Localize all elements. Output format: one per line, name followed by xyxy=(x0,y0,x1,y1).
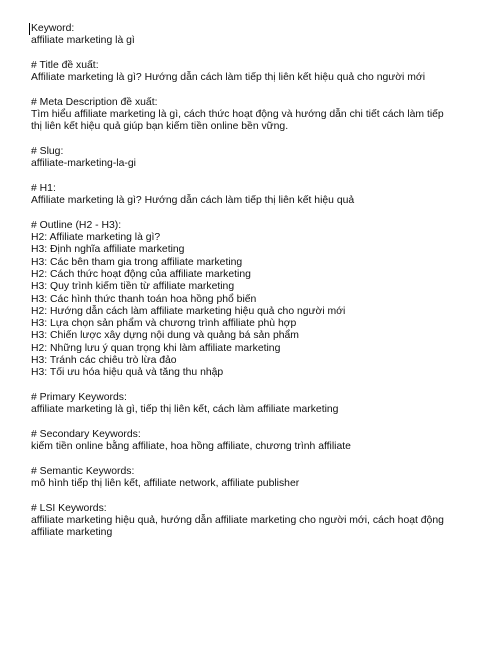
h1-heading: # H1: xyxy=(31,182,56,194)
lsi-line-2: affiliate marketing xyxy=(31,527,113,539)
text-cursor xyxy=(29,23,30,35)
primary-value: affiliate marketing là gì, tiếp thị liên kết, cách làm affiliate marketing xyxy=(31,404,339,416)
outline-item: H2: Hướng dẫn cách làm affiliate marketing hiệu quả cho người mới xyxy=(31,305,346,317)
section-secondary-keywords xyxy=(31,429,471,454)
meta-line-2: thị liên kết hiệu quả giúp bạn kiếm tiền online bền vững. xyxy=(31,121,289,133)
outline-item: H3: Các hình thức thanh toán hoa hồng phổ biến xyxy=(31,293,257,305)
section-meta-description xyxy=(31,97,471,134)
meta-heading: # Meta Description đề xuất: xyxy=(31,96,158,108)
h1-value: Affiliate marketing là gì? Hướng dẫn cách làm tiếp thị liên kết hiệu quả xyxy=(31,195,355,207)
keyword-value: affiliate marketing là gì xyxy=(31,35,135,47)
semantic-value: mô hình tiếp thị liên kết, affiliate network, affiliate publisher xyxy=(31,477,300,489)
title-heading: # Title đề xuất: xyxy=(31,59,99,71)
slug-heading: # Slug: xyxy=(31,145,64,157)
document-body[interactable] xyxy=(31,23,471,539)
slug-value: affiliate-marketing-la-gi xyxy=(31,158,136,170)
secondary-value: kiếm tiền online bằng affiliate, hoa hồng affiliate, chương trình affiliate xyxy=(31,441,351,453)
lsi-line-1: affiliate marketing hiệu quả, hướng dẫn affiliate marketing cho người mới, cách hoạt động xyxy=(31,514,444,526)
section-primary-keywords xyxy=(31,392,471,417)
meta-line-1: Tìm hiểu affiliate marketing là gì, cách thức hoạt động và hướng dẫn chi tiết cách làm tiếp xyxy=(31,109,444,121)
outline-item: H3: Tránh các chiêu trò lừa đảo xyxy=(31,355,177,367)
outline-item: H2: Cách thức hoạt động của affiliate marketing xyxy=(31,268,251,280)
section-semantic-keywords xyxy=(31,466,471,491)
outline-item: H2: Affiliate marketing là gì? xyxy=(31,232,161,244)
outline-item: H3: Các bên tham gia trong affiliate marketing xyxy=(31,256,243,268)
section-title xyxy=(31,60,471,85)
title-value: Affiliate marketing là gì? Hướng dẫn cách làm tiếp thị liên kết hiệu quả cho người mới xyxy=(31,72,425,84)
outline-item: H3: Quy trình kiếm tiền từ affiliate marketing xyxy=(31,281,235,293)
outline-item: H2: Những lưu ý quan trọng khi làm affiliate marketing xyxy=(31,342,281,354)
primary-heading: # Primary Keywords: xyxy=(31,391,127,403)
lsi-heading: # LSI Keywords: xyxy=(31,502,107,514)
semantic-heading: # Semantic Keywords: xyxy=(31,465,135,477)
outline-heading: # Outline (H2 - H3): xyxy=(31,219,122,231)
section-h1 xyxy=(31,183,471,208)
keyword-heading: Keyword: xyxy=(31,23,75,34)
secondary-heading: # Secondary Keywords: xyxy=(31,428,141,440)
section-slug xyxy=(31,146,471,171)
outline-item: H3: Tối ưu hóa hiệu quả và tăng thu nhập xyxy=(31,367,224,379)
section-lsi-keywords xyxy=(31,503,471,540)
outline-item: H3: Lựa chọn sản phẩm và chương trình affiliate phù hợp xyxy=(31,318,297,330)
outline-item: H3: Định nghĩa affiliate marketing xyxy=(31,244,185,256)
outline-item: H3: Chiến lược xây dựng nội dung và quảng bá sản phẩm xyxy=(31,330,299,342)
section-keyword xyxy=(31,23,471,48)
section-outline xyxy=(31,220,471,380)
